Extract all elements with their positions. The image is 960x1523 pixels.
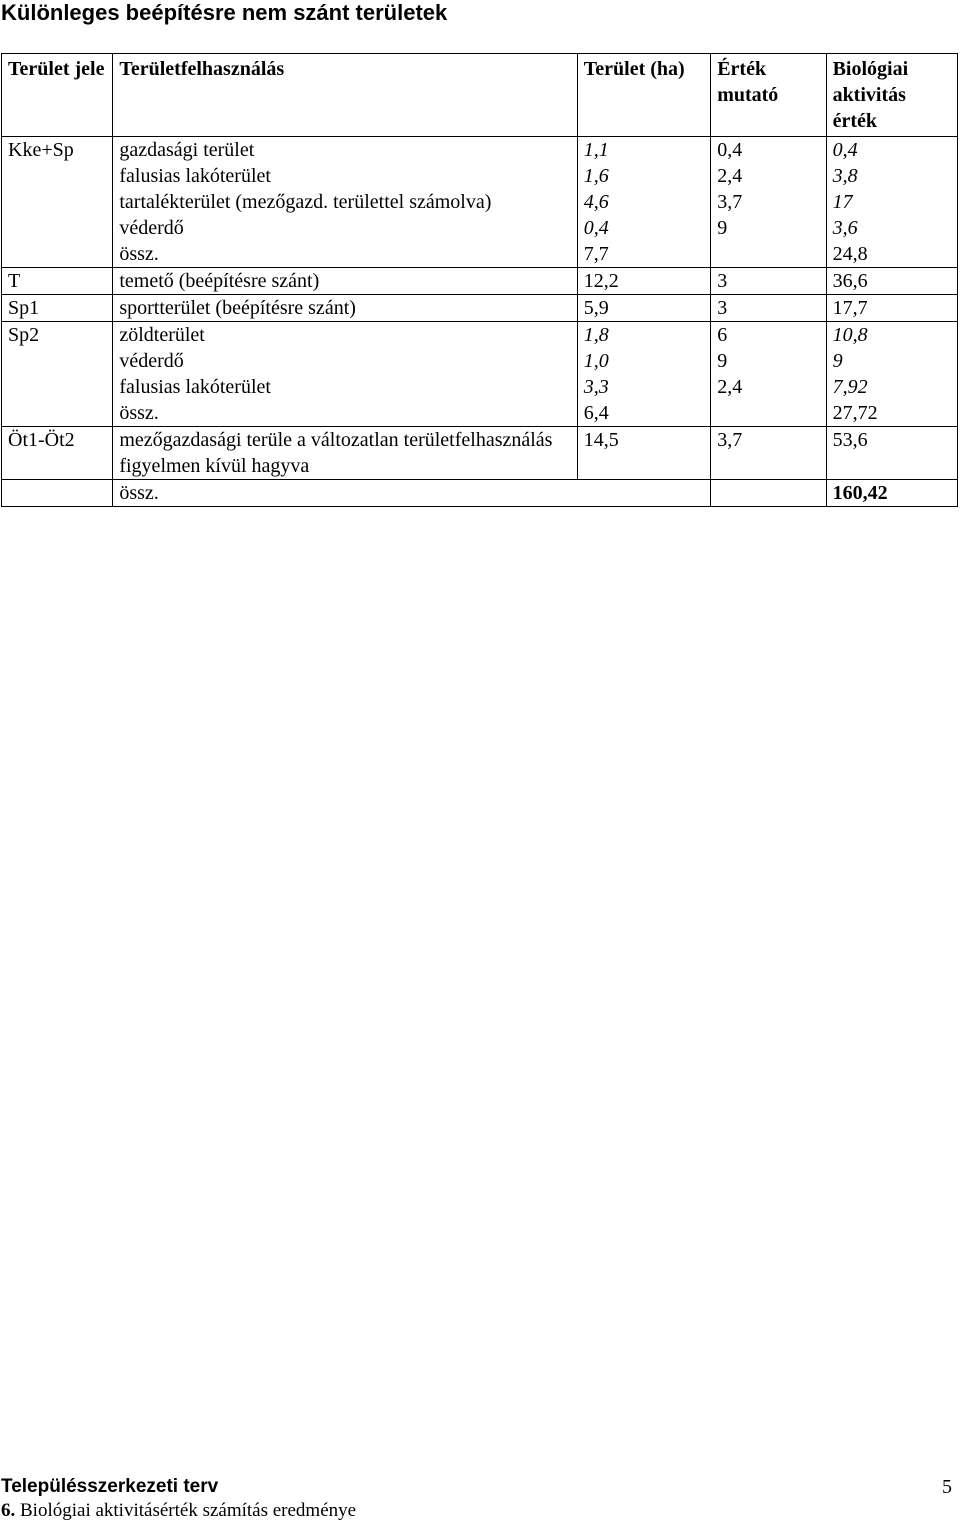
row-factor: 3: [711, 295, 826, 322]
biological-activity-table: [1, 53, 958, 507]
row-code: Sp1: [2, 295, 113, 322]
subtotal-label: össz.: [113, 400, 577, 427]
subtotal-bio-value: 27,72: [826, 400, 957, 427]
list-item: gazdasági terület: [119, 139, 255, 161]
footer-document-title: Településszerkezeti terv: [1, 1476, 219, 1497]
footer-section-title: [1, 1499, 356, 1523]
subtotal-area: 6,4: [577, 400, 710, 427]
list-item: tartalékterület (mezőgazd. területtel számolva): [119, 191, 492, 213]
area-value: 1,0: [583, 350, 609, 372]
table-row: [2, 322, 958, 401]
row-code: Kke+Sp: [2, 137, 113, 242]
factor-value: 2,4: [717, 376, 743, 398]
row-factor: 3,7: [711, 427, 826, 480]
factor-value: 9: [717, 350, 728, 372]
row-area-list: [577, 322, 710, 401]
total-value: 160,42: [826, 480, 957, 507]
list-item: véderdő: [119, 350, 184, 372]
row-factor-list: [711, 322, 826, 401]
bio-value: 0,4: [832, 139, 858, 161]
subtotal-row: [2, 241, 958, 268]
factor-value: 0,4: [717, 139, 743, 161]
row-factor-list: [711, 137, 826, 242]
table-row: [2, 427, 958, 480]
list-item: falusias lakóterület: [119, 165, 271, 187]
bio-value: 3,8: [832, 165, 858, 187]
area-value: 1,8: [583, 324, 609, 346]
header-value-factor: Érték mutató: [711, 54, 826, 137]
bio-value: 9: [832, 350, 843, 372]
subtotal-row: [2, 400, 958, 427]
row-bio-value: 53,6: [826, 427, 957, 480]
area-value: 0,4: [583, 217, 609, 239]
row-area: 5,9: [577, 295, 710, 322]
area-value: 3,3: [583, 376, 609, 398]
header-area-ha: Terület (ha): [577, 54, 710, 137]
area-value: 1,6: [583, 165, 609, 187]
page-title: Különleges beépítésre nem szánt területek: [1, 0, 448, 25]
row-code: T: [2, 268, 113, 295]
list-item: véderdő: [119, 217, 184, 239]
subtotal-label: össz.: [113, 241, 577, 268]
row-area: 14,5: [577, 427, 710, 480]
row-landuse-list: [113, 137, 577, 242]
factor-value: 9: [717, 217, 728, 239]
row-landuse-list: [113, 322, 577, 401]
row-bio-list: [826, 137, 957, 242]
bio-value: 17: [832, 191, 853, 213]
bio-value: 3,6: [832, 217, 858, 239]
header-bio-value: Biológiai aktivitás érték: [826, 54, 957, 137]
subtotal-bio-value: 24,8: [826, 241, 957, 268]
table-row: [2, 295, 958, 322]
table-header-row: [2, 54, 958, 137]
area-value: 1,1: [583, 139, 609, 161]
total-label: össz.: [113, 480, 711, 507]
row-bio-value: 36,6: [826, 268, 957, 295]
page-number: 5: [942, 1476, 952, 1498]
row-landuse: mezőgazdasági terüle a változatlan területfelhasználás figyelmen kívül hagyva: [113, 427, 577, 480]
table-row: [2, 137, 958, 242]
footer-section-text: Biológiai aktivitásérték számítás eredménye: [15, 1500, 357, 1521]
header-area-code: Terület jele: [2, 54, 113, 137]
footer-section-number: 6.: [1, 1500, 16, 1521]
row-bio-list: [826, 322, 957, 401]
total-row: [2, 480, 958, 507]
row-factor: 3: [711, 268, 826, 295]
row-bio-value: 17,7: [826, 295, 957, 322]
list-item: falusias lakóterület: [119, 376, 271, 398]
bio-value: 10,8: [832, 324, 868, 346]
header-land-use: Területfelhasználás: [113, 54, 577, 137]
table-row: [2, 268, 958, 295]
factor-value: 2,4: [717, 165, 743, 187]
row-landuse: temető (beépítésre szánt): [113, 268, 577, 295]
list-item: zöldterület: [119, 324, 205, 346]
row-landuse: sportterület (beépítésre szánt): [113, 295, 577, 322]
footer: [1, 1475, 356, 1523]
bio-value: 7,92: [832, 376, 868, 398]
subtotal-area: 7,7: [577, 241, 710, 268]
row-code: Öt1-Öt2: [2, 427, 113, 480]
factor-value: 3,7: [717, 191, 743, 213]
area-value: 4,6: [583, 191, 609, 213]
row-code: Sp2: [2, 322, 113, 401]
factor-value: 6: [717, 324, 728, 346]
row-area-list: [577, 137, 710, 242]
row-area: 12,2: [577, 268, 710, 295]
